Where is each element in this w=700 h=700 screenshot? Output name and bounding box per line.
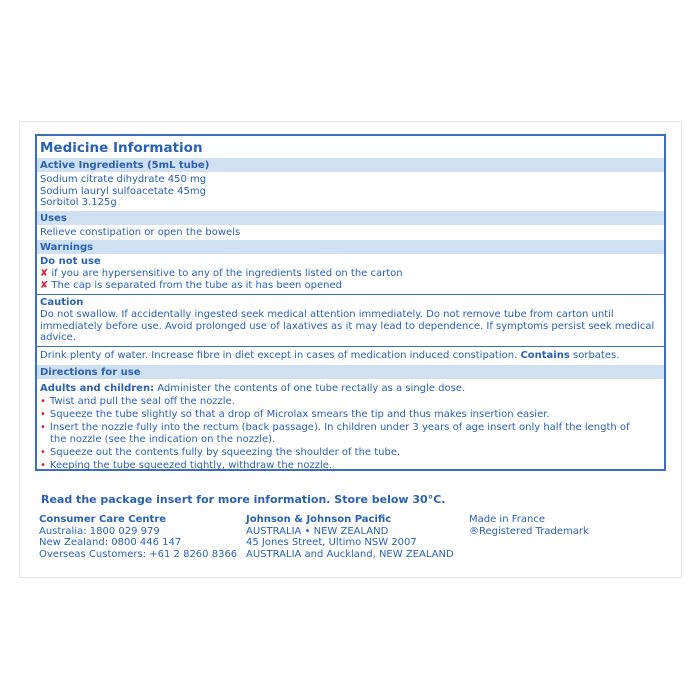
bullet-icon: • <box>40 395 46 407</box>
cross-icon: ✘ <box>40 268 49 279</box>
direction-item: • Squeeze the tube slightly so that a drop of Microlax smears the tip and thus makes insertion easier. <box>40 408 550 420</box>
adults-instruction: Adults and children: Administer the contents of one tube rectally as a single dose. <box>40 383 466 394</box>
uses-header: Uses <box>37 211 664 225</box>
directions-header: Directions for use <box>37 365 664 379</box>
panel-title: Medicine Information <box>40 140 203 156</box>
direction-item: • Keeping the tube squeezed tightly, withdraw the nozzle. <box>40 459 333 471</box>
bullet-icon: • <box>40 459 46 471</box>
bullet-icon: • <box>40 421 46 433</box>
origin-column: Made in France ®Registered Trademark <box>469 514 589 537</box>
ingredient-item: Sorbitol 3.125g <box>40 197 117 208</box>
direction-item: • Insert the nozzle fully into the rectum (back passage). In children under 3 years of age insert only half the length of the nozzle (see the indication on the nozzle). <box>40 421 630 445</box>
warnings-header: Warnings <box>37 240 664 254</box>
bullet-icon: • <box>40 408 46 420</box>
bullet-icon: • <box>40 446 46 458</box>
contains-label: Contains <box>520 349 570 361</box>
active-ingredients-header: Active Ingredients (5mL tube) <box>37 158 664 172</box>
ingredient-item: Sodium citrate dihydrate 450 mg <box>40 174 207 185</box>
ingredients-list <box>37 172 664 211</box>
consumer-care-column: Consumer Care Centre Australia: 1800 029 979 New Zealand: 0800 446 147 Overseas Customers: +61 2 8260 8366 <box>39 514 238 560</box>
caution-text: Do not swallow. If accidentally ingested seek medical attention immediately. Do not remove tube from carton until immediately before use. Avoid prolonged use of laxatives as it may lead to dependence. If symptoms persist seek medical advice. <box>40 309 655 343</box>
do-not-use-item: ✘ The cap is separated from the tube as it has been opened <box>40 280 343 291</box>
direction-item: • Twist and pull the seal off the nozzle. <box>40 395 235 407</box>
uses-text: Relieve constipation or open the bowels <box>40 226 241 238</box>
caution-header: Caution <box>40 297 84 308</box>
water-advice: Drink plenty of water. Increase fibre in diet except in cases of medication induced constipation. Contains sorbates. <box>40 349 620 361</box>
medicine-label-card <box>19 121 682 578</box>
ingredient-item: Sodium lauryl sulfoacetate 45mg <box>40 185 206 197</box>
direction-item: • Squeeze out the contents fully by squeezing the shoulder of the tube. <box>40 446 401 458</box>
medicine-information-panel <box>35 134 666 471</box>
do-not-use-header: Do not use <box>40 256 101 267</box>
cross-icon: ✘ <box>40 280 49 291</box>
do-not-use-item: ✘ if you are hypersensitive to any of the ingredients listed on the carton <box>40 268 403 279</box>
storage-note: Read the package insert for more information. Store below 30°C. <box>41 493 446 506</box>
manufacturer-column: Johnson & Johnson Pacific AUSTRALIA • NEW ZEALAND 45 Jones Street, Ultimo NSW 2007 AUSTRALIA and Auckland, NEW ZEALAND <box>246 514 454 560</box>
